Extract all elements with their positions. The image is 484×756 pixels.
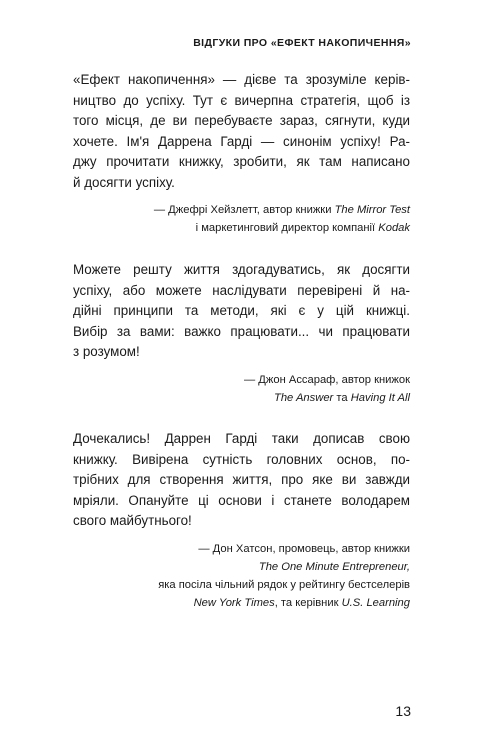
quote-line: дійні принципи та методи, які є у цій книжці. xyxy=(73,303,410,318)
quote-line: успіху, або можете наслідувати перевірені й на- xyxy=(73,282,410,298)
attribution-line xyxy=(73,389,410,407)
attribution-line xyxy=(73,576,410,594)
testimonial-3 xyxy=(73,429,410,612)
attribution-text: — Дон Хатсон, промовець, автор книжки xyxy=(198,542,410,555)
quote-line: Можете решту життя здогадуватись, як досягти xyxy=(73,262,410,277)
attribution-text: та xyxy=(333,391,351,404)
book-title: The Mirror Test xyxy=(334,204,410,216)
attribution-text: і маркетинговий директор компанії xyxy=(195,222,379,234)
testimonial-attribution xyxy=(73,201,410,237)
quote-line: Вибір за вами: важко працювати... чи працювати xyxy=(73,323,410,339)
quote-line: книжку. Вивірена сутність головних основ, по- xyxy=(73,451,410,467)
attribution-text: , та керівник xyxy=(274,596,342,609)
quote-line: свого майбутнього! xyxy=(73,513,192,528)
attribution-line xyxy=(73,219,410,237)
quote-line: й досягти успіху. xyxy=(73,174,175,190)
quote-line: з розумом! xyxy=(73,344,140,359)
company-name: U.S. Learning xyxy=(341,596,410,609)
testimonial-1 xyxy=(73,70,410,237)
book-title: The Answer xyxy=(274,391,334,404)
testimonial-2 xyxy=(73,260,410,407)
book-title: Having It All xyxy=(350,391,410,404)
book-title: The One Minute Entrepreneur, xyxy=(258,560,410,573)
testimonial-quote xyxy=(73,260,410,363)
testimonial-attribution xyxy=(73,371,410,407)
quote-line: трібних для створення життя, про яке ви завжди xyxy=(73,472,410,487)
quote-line: хочете. Ім'я Даррена Гарді — синонім успіху! Ра- xyxy=(73,133,410,149)
attribution-line xyxy=(73,371,410,389)
quote-line: ництво до успіху. Тут є вичерпна стратегія, щоб із xyxy=(73,92,410,108)
attribution-line xyxy=(73,558,410,576)
testimonial-quote xyxy=(73,429,410,532)
testimonial-attribution xyxy=(73,540,410,612)
quote-line: «Ефект накопичення» — дієве та зрозуміле керів- xyxy=(73,72,410,87)
attribution-line xyxy=(73,540,410,558)
page-number: 13 xyxy=(395,703,411,719)
attribution-text: — Джефрі Хейзлетт, автор книжки xyxy=(153,204,335,216)
publication-name: New York Times xyxy=(193,596,275,609)
quote-line: того місця, де ви перебуваєте зараз, сягнути, куди xyxy=(73,113,410,128)
attribution-text: — Джон Ассараф, автор книжок xyxy=(244,373,410,386)
testimonial-quote xyxy=(73,70,410,193)
attribution-line xyxy=(73,201,410,219)
quote-line: Дочекались! Даррен Гарді таки дописав свою xyxy=(73,431,410,446)
quote-line: мріяли. Опануйте ці основи і станете володарем xyxy=(73,492,410,508)
company-name: Kodak xyxy=(378,222,410,234)
quote-line: джу прочитати книжку, зробити, як там написано xyxy=(73,154,410,169)
running-header: ВІДГУКИ ПРО «ЕФЕКТ НАКОПИЧЕННЯ» xyxy=(193,37,411,49)
attribution-line xyxy=(73,594,410,612)
attribution-text: яка посіла чільний рядок у рейтингу бестселерів xyxy=(158,578,410,591)
